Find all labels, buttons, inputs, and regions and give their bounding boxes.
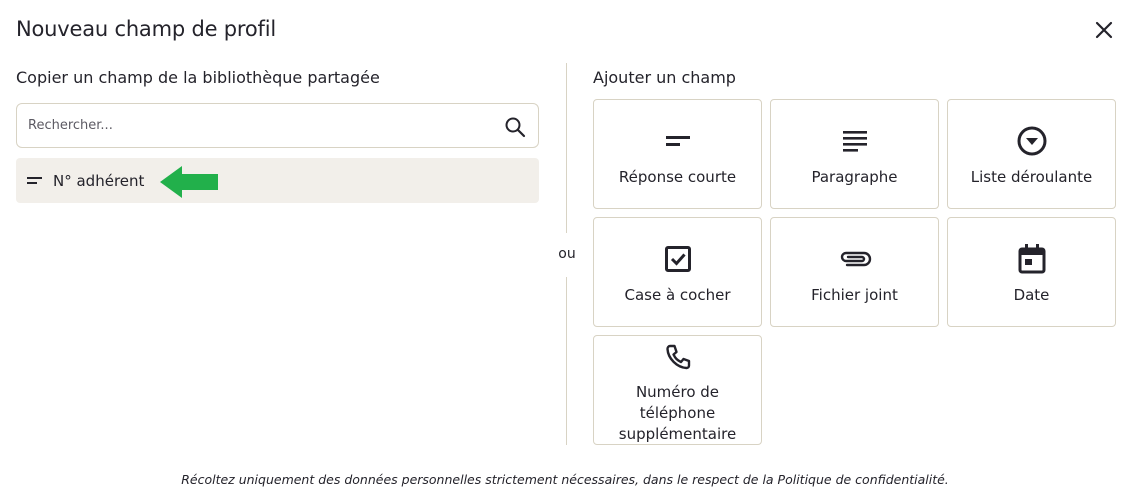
field-type-paragraph[interactable] bbox=[770, 99, 939, 209]
field-type-dropdown[interactable] bbox=[947, 99, 1116, 209]
field-type-date[interactable] bbox=[947, 217, 1116, 327]
field-type-label: Numéro de téléphone supplémentaire bbox=[618, 383, 737, 443]
field-type-label: Fichier joint bbox=[811, 286, 898, 304]
field-type-label: Date bbox=[1013, 286, 1050, 304]
field-type-short-answer[interactable] bbox=[593, 99, 762, 209]
column-divider bbox=[566, 277, 567, 445]
column-divider bbox=[566, 63, 567, 233]
privacy-notice: Récoltez uniquement des données personnelles strictement nécessaires, dans le respect de la Politique de confidentialité. bbox=[181, 472, 949, 487]
field-type-label: Liste déroulante bbox=[970, 168, 1093, 186]
field-type-label: Réponse courte bbox=[618, 168, 737, 186]
search-input[interactable] bbox=[17, 104, 487, 147]
paragraph-icon bbox=[841, 129, 869, 153]
calendar-icon bbox=[1017, 243, 1047, 275]
library-search-field[interactable] bbox=[16, 103, 539, 148]
modal-title: Nouveau champ de profil bbox=[16, 17, 276, 41]
or-separator: ou bbox=[558, 246, 576, 262]
field-type-checkbox[interactable] bbox=[593, 217, 762, 327]
close-button[interactable] bbox=[1092, 18, 1116, 42]
field-type-attachment[interactable] bbox=[770, 217, 939, 327]
field-type-label: Case à cocher bbox=[624, 286, 731, 304]
field-type-phone[interactable] bbox=[593, 335, 762, 445]
dropdown-icon bbox=[1016, 125, 1048, 157]
add-field-section-title: Ajouter un champ bbox=[593, 68, 736, 87]
library-section-title: Copier un champ de la bibliothèque partagée bbox=[16, 68, 380, 87]
arrow-left-icon bbox=[158, 164, 220, 200]
attachment-icon bbox=[837, 249, 873, 269]
phone-icon bbox=[664, 343, 692, 371]
library-item-label: N° adhérent bbox=[53, 171, 145, 190]
short-text-icon bbox=[27, 174, 43, 188]
search-icon[interactable] bbox=[504, 116, 526, 138]
close-icon bbox=[1095, 21, 1113, 39]
checkbox-icon bbox=[664, 245, 692, 273]
library-item-n-adherent[interactable] bbox=[16, 158, 539, 203]
field-type-label: Paragraphe bbox=[811, 168, 898, 186]
short-text-icon bbox=[664, 133, 692, 149]
